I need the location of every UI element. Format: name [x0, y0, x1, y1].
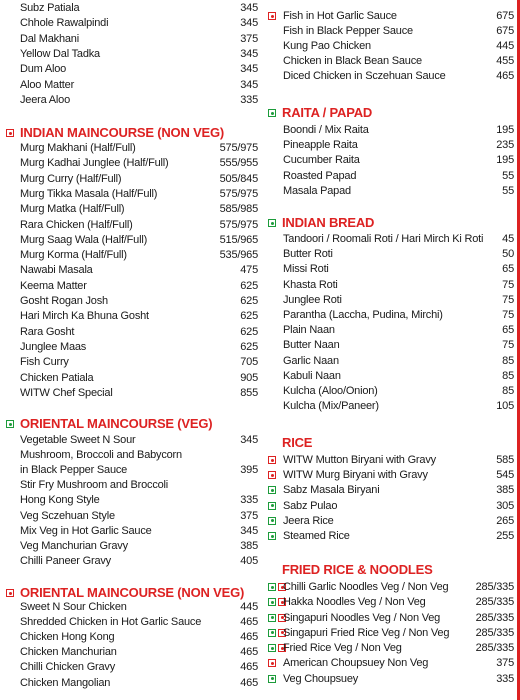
menu-item	[0, 433, 258, 448]
menu-item-price: 575/975	[219, 142, 258, 154]
menu-item	[262, 308, 514, 323]
menu-item-name: Mix Veg in Hot Garlic Sauce	[20, 524, 152, 537]
section-title: RAITA / PAPAD	[282, 105, 373, 120]
menu-item-name: American Choupsuey Non Veg	[283, 657, 429, 670]
menu-item-price: 285/335	[475, 642, 514, 654]
menu-item-price: 705	[240, 356, 258, 369]
menu-item-name: Fish Curry	[20, 356, 69, 369]
menu-item-name: Dal Makhani	[20, 32, 79, 45]
veg-marker-icon	[6, 420, 14, 428]
menu-item	[262, 611, 514, 626]
menu-item-price: 345	[240, 47, 258, 60]
menu-item-name: Chicken in Black Bean Sauce	[283, 55, 422, 68]
menu-item-name: Nawabi Masala	[20, 264, 93, 277]
menu-item-price: 195	[496, 154, 514, 167]
menu-item-price: 75	[502, 339, 514, 352]
menu-item-price: 335	[240, 494, 258, 507]
menu-item-name: Boondi / Mix Raita	[283, 124, 369, 136]
menu-item-price: 445	[496, 40, 514, 53]
non-veg-marker-icon	[268, 471, 276, 479]
menu-item-name: Fried Rice Veg / Non Veg	[283, 642, 402, 654]
menu-item	[0, 78, 258, 93]
menu-item-price: 675	[496, 10, 514, 22]
menu-item	[262, 672, 514, 687]
menu-item-name: Gosht Rogan Josh	[20, 295, 108, 307]
menu-item	[262, 529, 514, 544]
menu-item-price: 345	[240, 524, 258, 537]
menu-item-name: WITW Mutton Biryani with Gravy	[283, 454, 436, 466]
menu-item-price: 585	[496, 454, 514, 466]
menu-item-price: 535/965	[219, 249, 258, 262]
menu-item-name: Kabuli Naan	[283, 369, 341, 382]
menu-item-name: Pineapple Raita	[283, 139, 358, 152]
menu-item-price: 305	[496, 499, 514, 512]
menu-item-price: 345	[240, 17, 258, 30]
menu-item-name: Fish in Black Pepper Sauce	[283, 25, 413, 38]
menu-item-price: 65	[502, 324, 514, 337]
menu-item-price: 75	[502, 309, 514, 321]
menu-item-price: 375	[240, 509, 258, 522]
veg-marker-icon	[268, 629, 276, 637]
menu-item	[0, 478, 258, 493]
menu-item-name: Singapuri Noodles Veg / Non Veg	[283, 611, 441, 624]
menu-item-name: Sabz Pulao	[283, 499, 338, 512]
menu-item-price: 85	[502, 385, 514, 397]
menu-item	[262, 641, 514, 656]
menu-item-price: 335	[496, 672, 514, 685]
veg-marker-icon	[268, 517, 276, 525]
menu-item	[0, 202, 258, 217]
section-title: ORIENTAL MAINCOURSE (NON VEG)	[20, 585, 245, 600]
menu-item-price: 625	[240, 279, 258, 292]
menu-item-price: 625	[240, 310, 258, 323]
menu-item-name: Cucumber Raita	[283, 154, 360, 167]
veg-marker-icon	[268, 675, 276, 683]
menu-item-name: Junglee Roti	[283, 293, 342, 306]
menu-item-price: 85	[502, 354, 514, 367]
menu-item-price: 385	[496, 484, 514, 497]
menu-item	[0, 463, 258, 478]
menu-item-name: WITW Murg Biryani with Gravy	[283, 469, 428, 482]
menu-item-price: 465	[240, 631, 258, 644]
section-title: INDIAN MAINCOURSE (NON VEG)	[20, 125, 225, 140]
menu-item-price: 395	[240, 464, 258, 477]
menu-item-price: 75	[502, 293, 514, 306]
veg-marker-icon	[268, 532, 276, 540]
menu-item-name: Diced Chicken in Sczehuan Sauce	[283, 70, 446, 83]
veg-marker-icon	[268, 598, 276, 606]
menu-item-name: Chicken Mangolian	[20, 676, 111, 689]
menu-item-name: Masala Papad	[283, 184, 351, 197]
menu-item-price: 105	[496, 400, 514, 413]
menu-item-price: 285/335	[475, 581, 514, 593]
menu-item-price: 335	[240, 93, 258, 106]
veg-marker-icon	[268, 219, 276, 227]
menu-item	[0, 509, 258, 524]
menu-item	[0, 1, 258, 16]
menu-item	[0, 218, 258, 233]
menu-item	[0, 294, 258, 309]
menu-item	[0, 187, 258, 202]
menu-item-name: Sweet N Sour Chicken	[20, 601, 127, 613]
menu-item-name: Hong Kong Style	[20, 494, 100, 507]
menu-item	[0, 340, 258, 355]
veg-marker-icon	[268, 644, 276, 652]
menu-item	[0, 93, 258, 108]
menu-item-name: Chicken Patiala	[20, 371, 94, 384]
menu-item-name: Missi Roti	[283, 263, 329, 276]
menu-item	[262, 39, 514, 54]
menu-item-name: Hakka Noodles Veg / Non Veg	[283, 596, 426, 609]
menu-item-name: Subz Patiala	[20, 2, 80, 14]
menu-item-name: Jeera Rice	[283, 514, 334, 527]
menu-item-price: 575/975	[219, 218, 258, 231]
menu-item-name: Jeera Aloo	[20, 93, 70, 106]
menu-item	[0, 660, 258, 675]
menu-item-name: Fish in Hot Garlic Sauce	[283, 10, 397, 22]
menu-item-price: 45	[502, 233, 514, 245]
menu-item-price: 85	[502, 369, 514, 382]
menu-item-name: Dum Aloo	[20, 63, 67, 76]
menu-item	[262, 499, 514, 514]
menu-item-price: 385	[240, 539, 258, 552]
menu-item	[262, 278, 514, 293]
menu-item-price: 55	[502, 169, 514, 182]
menu-item-price: 375	[496, 657, 514, 670]
menu-item-price: 465	[240, 676, 258, 689]
menu-item-name: Murg Korma (Half/Full)	[20, 249, 127, 262]
menu-item-price: 505/845	[219, 172, 258, 185]
menu-item	[262, 123, 514, 138]
menu-item	[0, 630, 258, 645]
menu-item	[262, 69, 514, 84]
menu-item-name: Hari Mirch Ka Bhuna Gosht	[20, 310, 149, 323]
non-veg-marker-icon	[268, 456, 276, 464]
menu-item-name: Keema Matter	[20, 279, 87, 292]
menu-item-name: Stir Fry Mushroom and Broccoli	[20, 479, 169, 492]
menu-item	[262, 153, 514, 168]
menu-item	[0, 156, 258, 171]
menu-item-name: Chicken Manchurian	[20, 646, 117, 659]
menu-item-price: 285/335	[475, 626, 514, 639]
menu-item	[262, 232, 514, 247]
menu-item-name: Veg Sczehuan Style	[20, 509, 115, 522]
menu-item	[262, 580, 514, 595]
menu-item-name: Chhole Rawalpindi	[20, 17, 109, 30]
section-title: INDIAN BREAD	[282, 215, 375, 230]
menu-item	[0, 62, 258, 77]
menu-item	[262, 595, 514, 610]
menu-item	[262, 514, 514, 529]
menu-item-price: 345	[240, 434, 258, 446]
menu-item	[262, 262, 514, 277]
menu-item-price: 55	[502, 184, 514, 197]
menu-item-name: Shredded Chicken in Hot Garlic Sauce	[20, 616, 202, 629]
menu-item-price: 465	[240, 646, 258, 659]
menu-item	[0, 371, 258, 386]
menu-item-price: 625	[240, 325, 258, 338]
menu-item-price: 265	[496, 514, 514, 527]
menu-item-price: 465	[496, 70, 514, 83]
veg-marker-icon	[268, 583, 276, 591]
menu-item	[262, 354, 514, 369]
menu-item	[262, 138, 514, 153]
non-veg-marker-icon	[268, 659, 276, 667]
menu-item-price: 75	[502, 278, 514, 291]
menu-item-price: 345	[240, 2, 258, 14]
menu-item-name: Parantha (Laccha, Pudina, Mirchi)	[283, 309, 443, 321]
menu-item-name: Plain Naan	[283, 324, 335, 337]
menu-item-price: 285/335	[475, 596, 514, 609]
menu-item-name: WITW Chef Special	[20, 386, 113, 399]
menu-item-price: 675	[496, 25, 514, 38]
menu-item	[0, 263, 258, 278]
veg-marker-icon	[268, 109, 276, 117]
menu-item-name: Garlic Naan	[283, 354, 339, 367]
menu-item-price: 375	[240, 32, 258, 45]
menu-item-name: Rara Gosht	[20, 325, 75, 338]
menu-item-name: Steamed Rice	[283, 530, 350, 542]
menu-item-name: Murg Curry (Half/Full)	[20, 172, 122, 185]
menu-item	[0, 47, 258, 62]
menu-item-price: 625	[240, 340, 258, 353]
section-title: RICE	[282, 435, 313, 450]
menu-item-name: Chilli Garlic Noodles Veg / Non Veg	[283, 581, 449, 593]
menu-item	[262, 483, 514, 498]
menu-item-name: Singapuri Fried Rice Veg / Non Veg	[283, 626, 450, 639]
menu-item	[0, 645, 258, 660]
menu-item-name: in Black Pepper Sauce	[20, 464, 128, 477]
menu-item-price: 285/335	[475, 611, 514, 624]
menu-item-price: 50	[502, 248, 514, 261]
menu-item-name: Kulcha (Aloo/Onion)	[283, 385, 378, 397]
menu-item-name: Murg Kadhai Junglee (Half/Full)	[20, 157, 169, 170]
menu-item-price: 905	[240, 371, 258, 384]
menu-item	[262, 24, 514, 39]
non-veg-marker-icon	[6, 589, 14, 597]
menu-item-price: 345	[240, 63, 258, 76]
menu-item	[262, 399, 514, 414]
menu-item	[0, 141, 258, 156]
menu-item-price: 195	[496, 124, 514, 136]
menu-item-price: 455	[496, 55, 514, 68]
menu-item-price: 625	[240, 295, 258, 307]
menu-item	[262, 247, 514, 262]
menu-item	[0, 279, 258, 294]
menu-item	[0, 524, 258, 539]
menu-item	[0, 554, 258, 569]
menu-item-name: Veg Manchurian Gravy	[20, 539, 128, 552]
non-veg-marker-icon	[268, 12, 276, 20]
menu-item	[0, 248, 258, 263]
menu-item	[262, 293, 514, 308]
menu-item-name: Yellow Dal Tadka	[20, 47, 100, 60]
menu-item	[262, 54, 514, 69]
menu-item	[262, 184, 514, 199]
menu-item	[262, 453, 514, 468]
menu-item-name: Butter Naan	[283, 339, 340, 352]
menu-item	[0, 386, 258, 401]
menu-item	[0, 448, 258, 463]
menu-item-name: Veg Choupsuey	[283, 672, 359, 685]
menu-item-price: 515/965	[219, 233, 258, 246]
veg-marker-icon	[268, 486, 276, 494]
menu-item-name: Vegetable Sweet N Sour	[20, 434, 136, 446]
menu-item-price: 255	[496, 530, 514, 542]
menu-item	[0, 539, 258, 554]
menu-item	[262, 169, 514, 184]
menu-item-price: 465	[240, 661, 258, 674]
menu-item-name: Kung Pao Chicken	[283, 40, 371, 53]
menu-item-name: Murg Makhani (Half/Full)	[20, 142, 136, 154]
menu-item	[0, 676, 258, 691]
menu-item-price: 235	[496, 139, 514, 152]
menu-item	[0, 16, 258, 31]
menu-item-name: Murg Tikka Masala (Half/Full)	[20, 187, 158, 200]
menu-item-name: Tandoori / Roomali Roti / Hari Mirch Ki Roti	[283, 233, 484, 245]
menu-item	[0, 600, 258, 615]
menu-item-name: Chilli Paneer Gravy	[20, 554, 111, 567]
menu-item-name: Aloo Matter	[20, 78, 75, 91]
menu-item-price: 445	[240, 601, 258, 613]
menu-item-name: Khasta Roti	[283, 278, 338, 291]
menu-item-name: Sabz Masala Biryani	[283, 484, 380, 497]
menu-item	[262, 9, 514, 24]
menu-item	[262, 338, 514, 353]
menu-item	[262, 323, 514, 338]
menu-item	[262, 468, 514, 483]
menu-item	[262, 369, 514, 384]
menu-item	[0, 325, 258, 340]
menu-item-price: 405	[240, 554, 258, 567]
menu-item-price: 65	[502, 263, 514, 276]
menu-item-price: 585/985	[219, 203, 258, 216]
menu-item	[0, 355, 258, 370]
veg-marker-icon	[268, 614, 276, 622]
menu-item-price: 575/975	[219, 187, 258, 200]
menu-item-price: 345	[240, 78, 258, 91]
menu-item-name: Butter Roti	[283, 248, 333, 261]
menu-item-name: Mushroom, Broccoli and Babycorn	[20, 449, 182, 462]
menu-item-name: Chicken Hong Kong	[20, 631, 115, 644]
menu-item-price: 555/955	[219, 157, 258, 170]
non-veg-marker-icon	[6, 129, 14, 137]
menu-item-price: 465	[240, 616, 258, 629]
menu-item	[262, 626, 514, 641]
menu-item-name: Kulcha (Mix/Paneer)	[283, 400, 379, 413]
menu-item-price: 545	[496, 469, 514, 482]
menu-item-name: Murg Saag Wala (Half/Full)	[20, 233, 148, 246]
menu-item-price: 855	[240, 386, 258, 399]
menu-item	[0, 172, 258, 187]
menu-item-name: Chilli Chicken Gravy	[20, 661, 116, 674]
menu-item	[262, 656, 514, 671]
section-title: ORIENTAL MAINCOURSE (VEG)	[20, 416, 213, 431]
menu-item	[262, 384, 514, 399]
menu-item-name: Murg Matka (Half/Full)	[20, 203, 125, 216]
menu-item-name: Rara Chicken (Half/Full)	[20, 218, 133, 231]
menu-item-price: 475	[240, 264, 258, 277]
menu-item-name: Junglee Maas	[20, 340, 87, 353]
menu-item	[0, 615, 258, 630]
menu-item	[0, 309, 258, 324]
menu-item	[0, 493, 258, 508]
menu-item	[0, 233, 258, 248]
menu-item-name: Roasted Papad	[283, 169, 357, 182]
veg-marker-icon	[268, 502, 276, 510]
menu-item	[0, 32, 258, 47]
section-title: FRIED RICE & NOODLES	[282, 562, 433, 577]
